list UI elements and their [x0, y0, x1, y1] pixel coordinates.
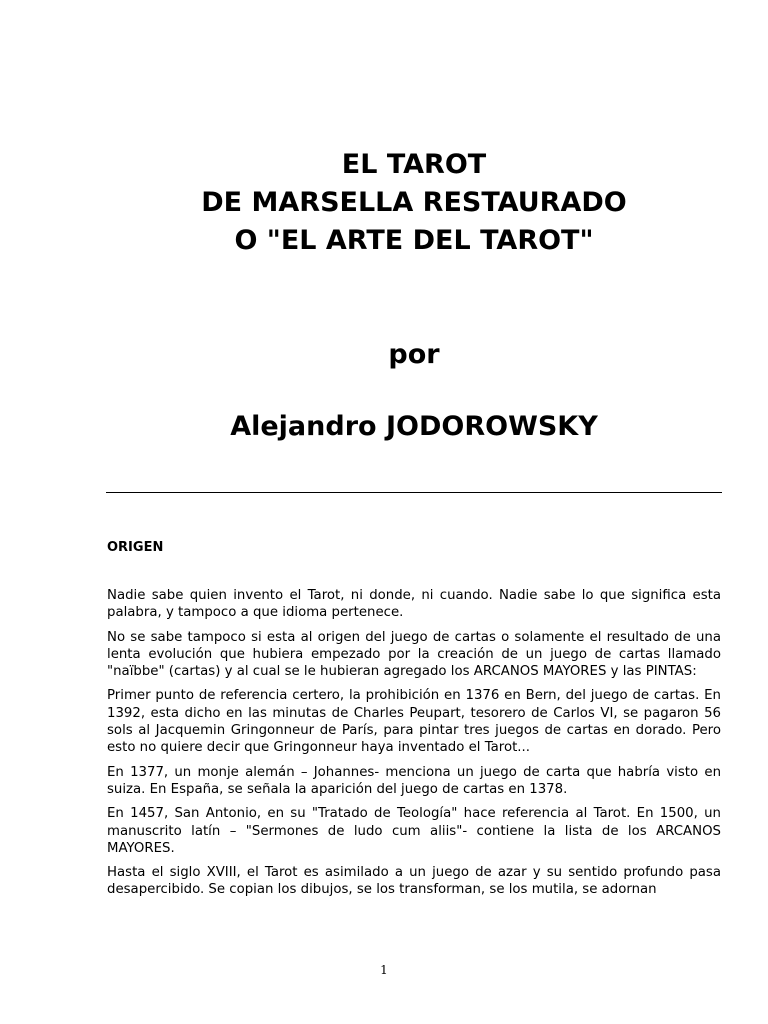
paragraph: Hasta el siglo XVIII, el Tarot es asimilado a un juego de azar y su sentido profundo pasa desapercibido. Se copian los dibujos, se los transforman, se los mutila, se adornan	[107, 865, 721, 898]
page-number: 1	[380, 963, 388, 977]
paragraph: No se sabe tampoco si esta al origen del juego de cartas o solamente el resultado de una lenta evolución que hubiera empezado por la creación de un juego de cartas llamado "naïbbe" (cartas) y al cual se le hubieran agregado los ARCANOS MAYORES y las PINTAS:	[107, 629, 721, 680]
title-line: O "EL ARTE DEL TAROT"	[234, 225, 594, 256]
paragraph: Nadie sabe quien invento el Tarot, ni donde, ni cuando. Nadie sabe lo que significa esta palabra, y tampoco a que idioma pertenece.	[107, 588, 721, 621]
body-text	[107, 587, 721, 906]
paragraph: En 1377, un monje alemán – Johannes- menciona un juego de carta que habría visto en suiza. En España, se señala la aparición del juego de cartas en 1378.	[107, 764, 721, 797]
horizontal-divider	[106, 492, 722, 493]
title-line: EL TAROT	[341, 149, 487, 180]
paragraph: En 1457, San Antonio, en su "Tratado de Teología" hace referencia al Tarot. En 1500, un manuscrito latín – "Sermones de ludo cum aliis"- contiene la lista de los ARCANOS MAYORES.	[107, 806, 721, 856]
author-name: Alejandro JODOROWSKY	[230, 411, 598, 442]
by-label: por	[388, 339, 440, 370]
title-line: DE MARSELLA RESTAURADO	[201, 187, 627, 218]
section-heading: ORIGEN	[107, 540, 164, 555]
paragraph: Primer punto de referencia certero, la prohibición en 1376 en Bern, del juego de cartas. En 1392, esta dicho en las minutas de Charles Peupart, tesorero de Carlos VI, se pagaron 56 sols al Jacquemin Gringonneur de París, para pintar tres juegos de cartas en dorado. Pero esto no quiere decir que Gringonneur haya inventado el Tarot...	[107, 688, 721, 756]
document-title	[0, 146, 768, 260]
